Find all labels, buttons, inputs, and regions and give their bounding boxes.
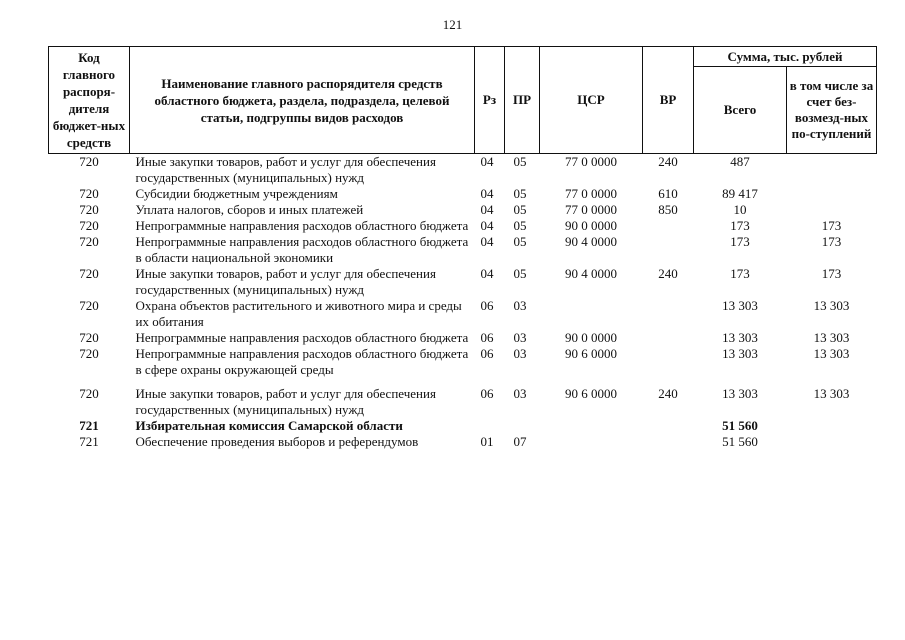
table-row (49, 218, 877, 234)
cell-code: 720 (79, 298, 99, 313)
cell-total: 13 303 (722, 346, 758, 361)
cell-free (787, 434, 877, 450)
cell-code: 721 (79, 434, 99, 449)
cell-pr: 05 (513, 218, 527, 233)
cell-csr (540, 298, 643, 330)
cell-vr (643, 234, 694, 266)
cell-vr: 610 (658, 186, 678, 201)
header-sum-group: Сумма, тыс. рублей (694, 47, 877, 67)
cell-pr: 05 (513, 202, 527, 217)
cell-rz: 04 (480, 202, 494, 217)
cell-total: 173 (730, 266, 750, 281)
header-total: Всего (694, 67, 787, 154)
cell-total: 51 560 (722, 418, 758, 433)
cell-rz: 06 (480, 386, 494, 401)
cell-name: Иные закупки товаров, работ и услуг для обеспечения государственных (муниципальных) нужд (135, 154, 436, 185)
header-code: Код главного распоря-дителя бюджет-ных средств (49, 47, 130, 154)
cell-total: 51 560 (722, 434, 758, 449)
cell-total: 13 303 (722, 330, 758, 345)
table-row-section (49, 418, 877, 434)
cell-rz: 01 (480, 434, 494, 449)
table-row (49, 266, 877, 298)
cell-name: Непрограммные направления расходов областного бюджета (135, 218, 469, 233)
cell-name: Охрана объектов растительного и животного мира и среды их обитания (135, 298, 462, 329)
cell-pr: 07 (513, 434, 527, 449)
cell-name: Непрограммные направления расходов областного бюджета в сфере охраны окружающей среды (135, 346, 469, 377)
cell-vr: 240 (658, 266, 678, 281)
cell-pr: 03 (513, 330, 527, 345)
cell-free: 173 (821, 234, 842, 249)
cell-vr (643, 298, 694, 330)
cell-csr: 77 0 0000 (565, 186, 617, 201)
cell-rz: 04 (480, 186, 494, 201)
cell-free (787, 202, 877, 218)
cell-code: 720 (79, 330, 99, 345)
header-name: Наименование главного распорядителя средств областного бюджета, раздела, подраздела, целевой статьи, подгруппы видов расходов (130, 47, 475, 154)
page-number: 121 (442, 17, 463, 32)
budget-table (48, 46, 877, 450)
table-row (49, 154, 877, 187)
table-row (49, 346, 877, 378)
cell-code: 720 (79, 202, 99, 217)
cell-total: 10 (733, 202, 747, 217)
cell-code: 720 (79, 386, 99, 401)
cell-rz: 06 (480, 346, 494, 361)
cell-vr (643, 418, 694, 434)
cell-vr: 850 (658, 202, 678, 217)
cell-name: Избирательная комиссия Самарской области (135, 418, 403, 433)
cell-free: 173 (821, 266, 842, 281)
cell-rz: 04 (480, 218, 494, 233)
header-csr: ЦСР (540, 47, 643, 154)
cell-pr: 05 (513, 234, 527, 249)
table-row (49, 378, 877, 418)
cell-name: Уплата налогов, сборов и иных платежей (135, 202, 364, 217)
cell-rz: 04 (480, 234, 494, 249)
cell-csr: 90 6 0000 (565, 386, 617, 401)
table-row (49, 434, 877, 450)
cell-pr: 03 (513, 346, 527, 361)
cell-code: 720 (79, 218, 99, 233)
cell-csr (540, 434, 643, 450)
cell-rz: 06 (480, 298, 494, 313)
cell-pr (505, 418, 540, 434)
cell-vr: 240 (658, 386, 678, 401)
cell-pr: 05 (513, 186, 527, 201)
cell-vr (643, 218, 694, 234)
cell-rz (475, 418, 505, 434)
table-row (49, 234, 877, 266)
cell-code: 720 (79, 234, 99, 249)
cell-pr: 05 (513, 266, 527, 281)
cell-free (787, 186, 877, 202)
cell-free: 13 303 (813, 386, 850, 401)
cell-rz: 04 (480, 154, 494, 169)
cell-total: 173 (730, 218, 750, 233)
header-free: в том числе за счет без-возмезд-ных по-ступлений (787, 67, 877, 154)
cell-name: Непрограммные направления расходов областного бюджета в области национальной экономики (135, 234, 469, 265)
cell-free (787, 154, 877, 187)
cell-vr (643, 434, 694, 450)
cell-free (787, 418, 877, 434)
cell-vr (643, 330, 694, 346)
cell-code: 721 (79, 418, 99, 433)
cell-csr: 90 4 0000 (565, 234, 617, 249)
cell-csr: 90 4 0000 (565, 266, 617, 281)
cell-vr: 240 (658, 154, 678, 169)
table-body (49, 154, 877, 451)
cell-total: 487 (730, 154, 750, 169)
cell-pr: 03 (513, 386, 527, 401)
cell-csr: 77 0 0000 (565, 154, 617, 169)
cell-total: 89 417 (722, 186, 758, 201)
cell-name: Иные закупки товаров, работ и услуг для обеспечения государственных (муниципальных) нужд (135, 386, 436, 417)
cell-code: 720 (79, 186, 99, 201)
table-row (49, 202, 877, 218)
header-rz: Рз (475, 47, 505, 154)
cell-code: 720 (79, 154, 99, 169)
cell-free: 13 303 (813, 330, 850, 345)
cell-code: 720 (79, 266, 99, 281)
table-row (49, 298, 877, 330)
table-header (49, 47, 877, 154)
cell-pr: 03 (513, 298, 527, 313)
cell-csr (540, 418, 643, 434)
cell-csr: 90 6 0000 (565, 346, 617, 361)
table-row (49, 330, 877, 346)
header-vr: ВР (643, 47, 694, 154)
cell-csr: 90 0 0000 (565, 218, 617, 233)
cell-name: Иные закупки товаров, работ и услуг для обеспечения государственных (муниципальных) нужд (135, 266, 436, 297)
cell-free: 13 303 (813, 346, 850, 361)
cell-code: 720 (79, 346, 99, 361)
cell-total: 173 (730, 234, 750, 249)
table-row (49, 186, 877, 202)
cell-total: 13 303 (722, 298, 758, 313)
cell-csr: 77 0 0000 (565, 202, 617, 217)
cell-free: 13 303 (813, 298, 850, 313)
header-pr: ПР (505, 47, 540, 154)
cell-name: Непрограммные направления расходов областного бюджета (135, 330, 469, 345)
cell-vr (643, 346, 694, 378)
cell-total: 13 303 (722, 386, 758, 401)
cell-rz: 06 (480, 330, 494, 345)
cell-csr: 90 0 0000 (565, 330, 617, 345)
cell-name: Субсидии бюджетным учреждениям (135, 186, 338, 201)
cell-pr: 05 (513, 154, 527, 169)
cell-name: Обеспечение проведения выборов и референдумов (135, 434, 419, 449)
cell-free: 173 (821, 218, 842, 233)
cell-rz: 04 (480, 266, 494, 281)
